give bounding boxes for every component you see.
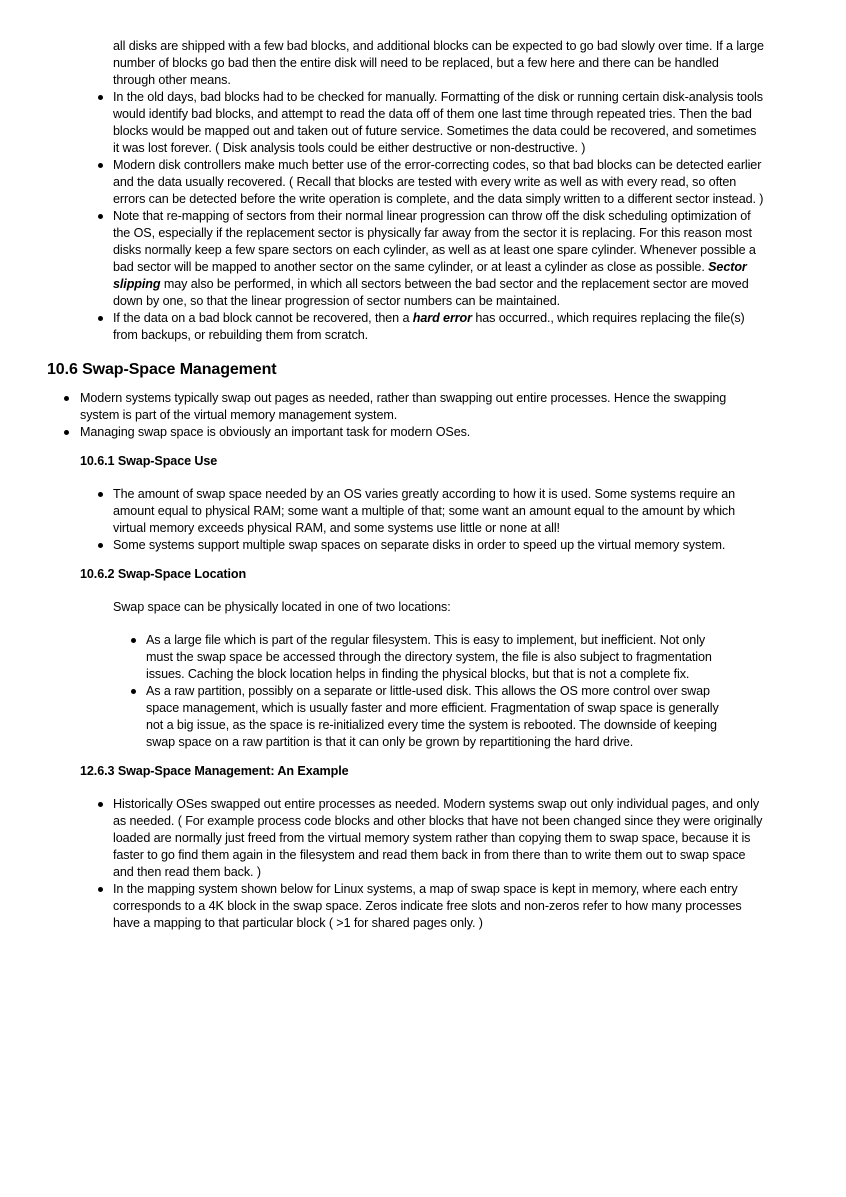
swap-example-list bbox=[0, 796, 846, 932]
list-item: In the mapping system shown below for Linux systems, a map of swap space is kept in memory, where each entry corresponds to a 4K block in the swap space. Zeros indicate free slots and non-zeros refer to how many processes have a mapping to that particular block ( >1 for shared pages only. ) bbox=[0, 881, 846, 932]
text-run: may also be performed, in which all sectors between the bad sector and the replacement sector are moved down by one, so that the linear progression of sector numbers can be maintained. bbox=[113, 277, 749, 308]
swap-use-list bbox=[0, 486, 846, 554]
text-run: Note that re-mapping of sectors from their normal linear progression can throw off the disk scheduling optimization of the OS, especially if the replacement sector is physically far away from the sector it is replacing. For this reason most disks normally keep a few spare sectors on each cylinder, as well as at least one spare cylinder. Whenever possible a bad sector will be mapped to another sector on the same cylinder, or at least a cylinder as close as possible. bbox=[113, 209, 756, 274]
document-page bbox=[0, 38, 846, 932]
subsection-heading: 10.6.1 Swap-Space Use bbox=[80, 454, 218, 468]
swap-location-list bbox=[0, 632, 846, 751]
term-hard-error: hard error bbox=[412, 311, 472, 325]
subsection-heading: 10.6.2 Swap-Space Location bbox=[80, 567, 247, 581]
text-run: If the data on a bad block cannot be recovered, then a bbox=[113, 311, 413, 325]
text-run: has occurred., which requires replacing the file(s) from backups, or rebuilding them from scratch. bbox=[113, 311, 745, 342]
intro-paragraph: Swap space can be physically located in one of two locations: bbox=[113, 600, 451, 614]
swap-management-list bbox=[0, 390, 846, 441]
list-item: Modern systems typically swap out pages as needed, rather than swapping out entire processes. Hence the swapping system is part of the virtual memory management system. bbox=[0, 390, 846, 424]
term-sector-slipping: Sector slipping bbox=[113, 260, 747, 291]
subsection-heading: 12.6.3 Swap-Space Management: An Example bbox=[80, 764, 349, 778]
list-item bbox=[0, 310, 846, 344]
list-item: As a large file which is part of the regular filesystem. This is easy to implement, but inefficient. Not only must the swap space be accessed through the directory system, the file is also subject to fragmentation issues. Caching the block location helps in finding the physical blocks, but that is not a complete fix. bbox=[0, 632, 846, 683]
list-item: The amount of swap space needed by an OS varies greatly according to how it is used. Some systems require an amount equal to physical RAM; some want a multiple of that; some want an amount equal to the amount by which virtual memory exceeds physical RAM, and some systems use little or none at all! bbox=[0, 486, 846, 537]
list-item bbox=[0, 208, 846, 310]
continuation-paragraph: all disks are shipped with a few bad blocks, and additional blocks can be expected to go bad slowly over time. If a large number of blocks go bad then the entire disk will need to be replaced, but a few here and there can be handled through other means. bbox=[113, 39, 764, 87]
list-item: In the old days, bad blocks had to be checked for manually. Formatting of the disk or running certain disk-analysis tools would identify bad blocks, and attempt to read the data off of them one last time through repeated tries. Then the bad blocks would be mapped out and taken out of future service. Sometimes the data could be recovered, and sometimes it was lost forever. ( Disk analysis tools could be either destructive or non-destructive. ) bbox=[0, 89, 846, 157]
bad-blocks-list bbox=[0, 89, 846, 344]
section-heading: 10.6 Swap-Space Management bbox=[47, 361, 277, 378]
list-item: Some systems support multiple swap spaces on separate disks in order to speed up the virtual memory system. bbox=[0, 537, 846, 554]
list-item: Modern disk controllers make much better use of the error-correcting codes, so that bad blocks can be detected earlier and the data usually recovered. ( Recall that blocks are tested with every write as well as with every read, so often errors can be detected before the write operation is complete, and the data simply written to a different sector instead. ) bbox=[0, 157, 846, 208]
list-item: Historically OSes swapped out entire processes as needed. Modern systems swap out only individual pages, and only as needed. ( For example process code blocks and other blocks that have not been changed since they were originally loaded are normally just freed from the virtual memory system rather than copying them to swap space, because it is faster to go find them again in the filesystem and read them back in from there than to write them out to swap space and then read them back. ) bbox=[0, 796, 846, 881]
list-item: As a raw partition, possibly on a separate or little-used disk. This allows the OS more control over swap space management, which is usually faster and more efficient. Fragmentation of swap space is generally not a big issue, as the space is re-initialized every time the system is rebooted. The downside of keeping swap space on a raw partition is that it can only be grown by repartitioning the hard drive. bbox=[0, 683, 846, 751]
list-item: Managing swap space is obviously an important task for modern OSes. bbox=[0, 424, 846, 441]
